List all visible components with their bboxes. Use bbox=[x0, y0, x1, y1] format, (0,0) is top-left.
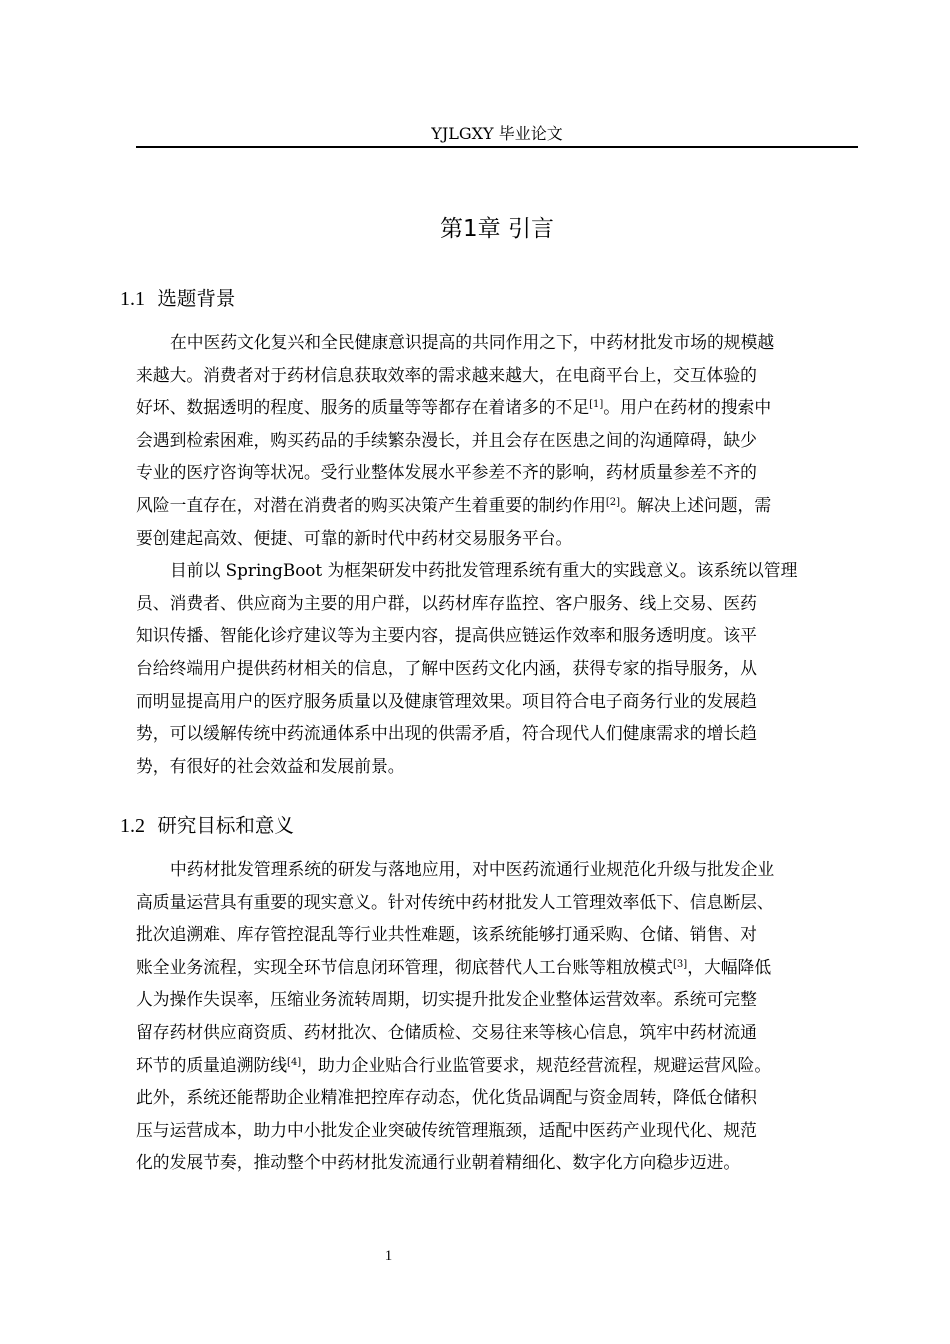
body-text-line bbox=[136, 359, 876, 391]
line-text: 而明显提高用户的医疗服务质量以及健康管理效果。项目符合电子商务行业的发展趋 bbox=[136, 690, 757, 711]
body-text-line bbox=[136, 391, 876, 423]
body-text-line bbox=[136, 1146, 876, 1178]
citation-marker: [3] bbox=[673, 958, 688, 970]
section-heading-1-2 bbox=[120, 811, 294, 841]
line-text: 台给终端用户提供药材相关的信息，了解中医药文化内涵，获得专家的指导服务，从 bbox=[136, 658, 757, 678]
line-text: 批次追溯难、库存管控混乱等行业共性难题，该系统能够打通采购、仓储、销售、对 bbox=[136, 924, 757, 945]
line-text-continued: 。解决上述问题，需 bbox=[620, 495, 772, 515]
body-text-line bbox=[136, 652, 876, 684]
line-text-continued: 。用户在药材的搜索中 bbox=[603, 397, 772, 418]
line-text: 账全业务流程，实现全环节信息闭环管理，彻底替代人工台账等粗放模式 bbox=[136, 956, 674, 977]
body-text-line bbox=[136, 1049, 876, 1081]
section-number: 1.1 bbox=[120, 288, 145, 310]
body-text-line bbox=[136, 489, 876, 521]
body-text-line bbox=[136, 619, 876, 651]
line-text: 势，有很好的社会效益和发展前景。 bbox=[136, 755, 405, 776]
body-text-line bbox=[136, 918, 876, 950]
line-text: 会遇到检索困难，购买药品的手续繁杂漫长，并且会存在医患之间的沟通障碍，缺少 bbox=[136, 429, 757, 450]
line-text: 知识传播、智能化诊疗建议等为主要内容，提高供应链运作效率和服务透明度。该平 bbox=[136, 625, 757, 646]
body-text-line bbox=[136, 424, 876, 456]
section-title: 选题背景 bbox=[157, 287, 236, 310]
citation-marker: [4] bbox=[287, 1056, 302, 1068]
body-text-line bbox=[136, 522, 876, 554]
body-text-line bbox=[136, 587, 876, 619]
body-text-line bbox=[136, 1114, 876, 1146]
body-text-line bbox=[136, 717, 876, 749]
line-text: 势，可以缓解传统中药流通体系中出现的供需矛盾，符合现代人们健康需求的增长趋 bbox=[136, 723, 757, 744]
line-text: 要创建起高效、便捷、可靠的新时代中药材交易服务平台。 bbox=[136, 527, 573, 548]
line-text-continued: ，助力企业贴合行业监管要求，规范经营流程，规避运营风险。 bbox=[301, 1054, 772, 1075]
body-text-line bbox=[136, 750, 876, 782]
line-text: 来越大。消费者对于药材信息获取效率的需求越来越大，在电商平台上，交互体验的 bbox=[136, 364, 757, 385]
line-text-continued: ，大幅降低 bbox=[687, 956, 772, 977]
body-text-line bbox=[136, 456, 876, 488]
line-text: 风险一直存在，对潜在消费者的购买决策产生着重要的制约作用 bbox=[136, 495, 606, 515]
body-text-line bbox=[170, 853, 910, 885]
section-heading-1-1 bbox=[120, 284, 235, 314]
body-text-line bbox=[136, 1016, 876, 1048]
header-text: YJLGXY 毕业论文 bbox=[431, 124, 563, 143]
body-text-line bbox=[170, 554, 910, 586]
body-text-line bbox=[136, 951, 876, 983]
line-text: 员、消费者、供应商为主要的用户群，以药材库存监控、客户服务、线上交易、医药 bbox=[136, 592, 757, 613]
body-text-line bbox=[136, 983, 876, 1015]
line-text: 高质量运营具有重要的现实意义。针对传统中药材批发人工管理效率低下、信息断层、 bbox=[136, 891, 774, 912]
line-text: 人为操作失误率，压缩业务流转周期，切实提升批发企业整体运营效率。系统可完整 bbox=[136, 989, 757, 1010]
page-number: 1 bbox=[384, 1248, 393, 1264]
line-text: 压与运营成本，助力中小批发企业突破传统管理瓶颈，适配中医药产业现代化、规范 bbox=[136, 1119, 757, 1140]
line-text: 目前以 SpringBoot 为框架研发中药批发管理系统有重大的实践意义。该系统以管理 bbox=[170, 560, 798, 581]
citation-marker: [1] bbox=[589, 399, 604, 411]
section-number: 1.2 bbox=[120, 815, 145, 837]
body-text-line bbox=[136, 1081, 876, 1113]
line-text: 此外，系统还能帮助企业精准把控库存动态，优化货品调配与资金周转，降低仓储积 bbox=[136, 1087, 757, 1108]
line-text: 好坏、数据透明的程度、服务的质量等等都存在着诸多的不足 bbox=[136, 397, 590, 418]
line-text: 在中医药文化复兴和全民健康意识提高的共同作用之下，中药材批发市场的规模越 bbox=[170, 332, 775, 352]
body-text-line bbox=[136, 886, 876, 918]
line-text: 中药材批发管理系统的研发与落地应用，对中医药流通行业规范化升级与批发企业 bbox=[170, 859, 775, 879]
body-text-line bbox=[170, 326, 910, 358]
line-text: 留存药材供应商资质、药材批次、仓储质检、交易往来等核心信息，筑牢中药材流通 bbox=[136, 1022, 757, 1042]
header-rule bbox=[136, 146, 858, 148]
line-text: 化的发展节奏，推动整个中药材批发流通行业朝着精细化、数字化方向稳步迈进。 bbox=[136, 1152, 741, 1173]
body-text-line bbox=[136, 685, 876, 717]
line-text: 专业的医疗咨询等状况。受行业整体发展水平参差不齐的影响，药材质量参差不齐的 bbox=[136, 462, 757, 483]
citation-marker: [2] bbox=[605, 497, 621, 508]
chapter-title: 第1章 引言 bbox=[440, 216, 554, 242]
section-title: 研究目标和意义 bbox=[157, 814, 294, 837]
line-text: 环节的质量追溯防线 bbox=[136, 1054, 288, 1075]
